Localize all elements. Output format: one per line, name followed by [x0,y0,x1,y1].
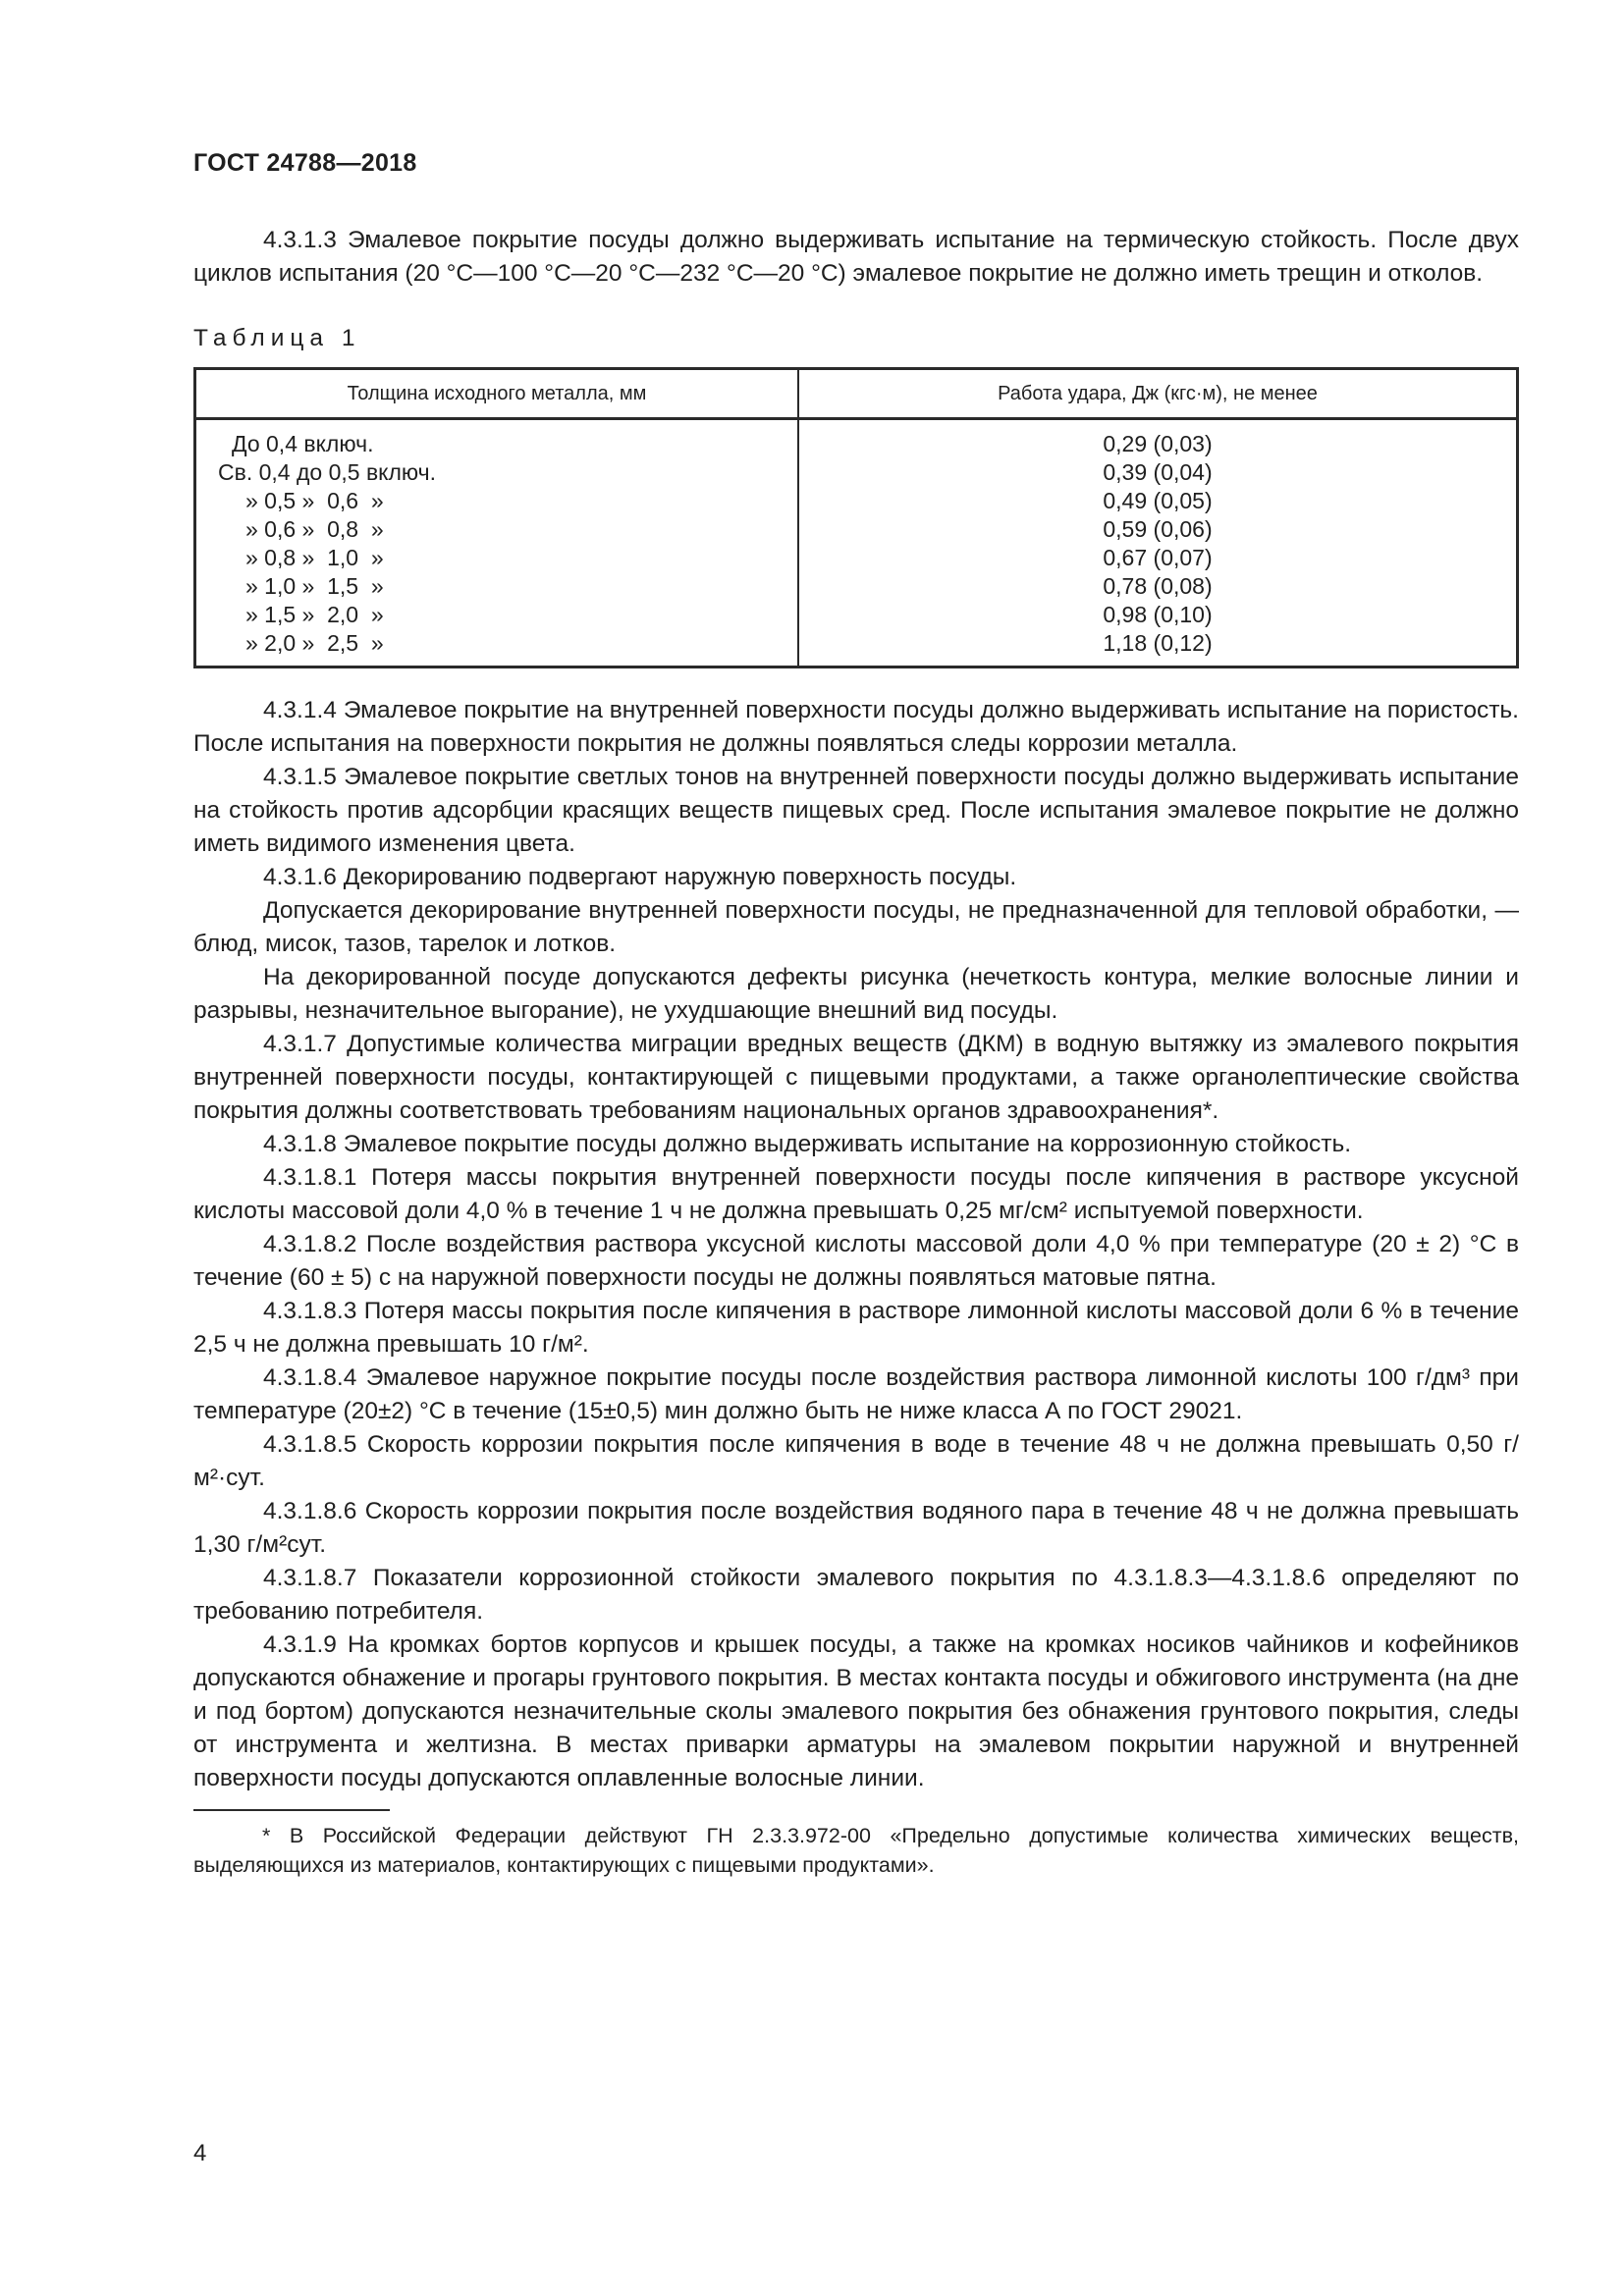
table-cell-impact-work: 0,49 (0,05) [1103,488,1213,513]
paragraph-4-3-1-3: 4.3.1.3 Эмалевое покрытие посуды должно выдерживать испытание на термическую стойкость. После двух циклов испытания (20 °С—100 °С—20 °С—232 °С—20 °С) эмалевое покрытие не должно иметь трещин и отколов. [193,227,1519,287]
paragraph-4-3-1-8-1: 4.3.1.8.1 Потеря массы покрытия внутренней поверхности посуды после кипячения в растворе уксусной кислоты массовой доли 4,0 % в течение 1 ч не должна превышать 0,25 мг/см² испытуемой поверхности. [193,1164,1519,1224]
table-cell-impact-work: 0,39 (0,04) [1103,459,1213,485]
impact-work-table [193,367,1519,668]
paragraph-4-3-1-8-4: 4.3.1.8.4 Эмалевое наружное покрытие посуды после воздействия раствора лимонной кислоты 100 г/дм³ при температуре (20±2) °С в течение (15±0,5) мин должно быть не ниже класса А по ГОСТ 29021. [193,1364,1519,1424]
paragraph-4-3-1-8-5: 4.3.1.8.5 Скорость коррозии покрытия после кипячения в воде в течение 48 ч не должна превышать 0,50 г/м²·сут. [193,1431,1519,1491]
table-cell-thickness: » 0,5 » 0,6 » [245,488,384,513]
table-cell-impact-work: 1,18 (0,12) [1103,630,1213,656]
table-body-row [195,419,1518,667]
table-cell-thickness: Св. 0,4 до 0,5 включ. [218,459,437,485]
table-header-row [195,369,1518,419]
footnote: * В Российской Федерации действуют ГН 2.3.3.972-00 «Предельно допустимые количества химических веществ, выделяющихся из материалов, контактирующих с пищевыми продуктами». [193,1824,1519,1877]
footnote-divider [193,1809,390,1811]
paragraph-4-3-1-8-6: 4.3.1.8.6 Скорость коррозии покрытия после воздействия водяного пара в течение 48 ч не должна превышать 1,30 г/м²сут. [193,1498,1519,1558]
table-cell-impact-work: 0,78 (0,08) [1103,573,1213,599]
paragraph-4-3-1-6: 4.3.1.6 Декорированию подвергают наружную поверхность посуды. [263,864,1017,890]
table-cell-impact-work: 0,98 (0,10) [1103,602,1213,627]
paragraph-4-3-1-7: 4.3.1.7 Допустимые количества миграции вредных веществ (ДКМ) в водную вытяжку из эмалевого покрытия внутренней поверхности посуды, контактирующей с пищевыми продуктами, а также органолептические свойства покрытия должны соответствовать требованиям национальных органов здравоохранения*. [193,1031,1519,1124]
table-header-thickness: Толщина исходного металла, мм [195,369,799,419]
body-paragraphs [193,694,1519,1795]
document-code-header: ГОСТ 24788—2018 [193,149,417,177]
paragraph-4-3-1-4: 4.3.1.4 Эмалевое покрытие на внутренней поверхности посуды должно выдерживать испытание на пористость. После испытания на поверхности покрытия не должны появляться следы коррозии металла. [193,697,1519,757]
paragraph-4-3-1-8-3: 4.3.1.8.3 Потеря массы покрытия после кипячения в растворе лимонной кислоты массовой доли 6 % в течение 2,5 ч не должна превышать 10 г/м². [193,1298,1519,1358]
table-cell-thickness: » 1,5 » 2,0 » [245,602,384,627]
table-cell-impact-work: 0,59 (0,06) [1103,516,1213,542]
table-cell-thickness: » 1,0 » 1,5 » [245,573,384,599]
table-header-impact-work: Работа удара, Дж (кгс·м), не менее [798,369,1518,419]
thickness-column [195,419,799,667]
paragraph-4-3-1-8: 4.3.1.8 Эмалевое покрытие посуды должно выдерживать испытание на коррозионную стойкость. [263,1131,1352,1157]
impact-work-column [798,419,1518,667]
paragraph-4-3-1-5: 4.3.1.5 Эмалевое покрытие светлых тонов на внутренней поверхности посуды должно выдерживать испытание на стойкость против адсорбции красящих веществ пищевых сред. После испытания эмалевое покрытие не должно иметь видимого изменения цвета. [193,764,1519,857]
table-cell-thickness: » 2,0 » 2,5 » [245,630,384,656]
table-cell-impact-work: 0,67 (0,07) [1103,545,1213,570]
paragraph-decoration-defects: На декорированной посуде допускаются дефекты рисунка (нечеткость контура, мелкие волосные линии и разрывы, незначительное выгорание), не ухудшающие внешний вид посуды. [193,964,1519,1024]
table-caption: Таблица 1 [193,325,361,351]
page-number: 4 [193,2140,207,2166]
table-cell-thickness: До 0,4 включ. [232,431,374,456]
table-cell-thickness: » 0,6 » 0,8 » [245,516,384,542]
paragraph-4-3-1-8-7: 4.3.1.8.7 Показатели коррозионной стойкости эмалевого покрытия по 4.3.1.8.3—4.3.1.8.6 определяют по требованию потребителя. [193,1565,1519,1625]
paragraph-4-3-1-8-2: 4.3.1.8.2 После воздействия раствора уксусной кислоты массовой доли 4,0 % при температуре (20 ± 2) °С в течение (60 ± 5) с на наружной поверхности посуды не должны появляться матовые пятна. [193,1231,1519,1291]
page-content [193,224,1519,1880]
table-cell-impact-work: 0,29 (0,03) [1103,431,1213,456]
paragraph-4-3-1-9: 4.3.1.9 На кромках бортов корпусов и крышек посуды, а также на кромках носиков чайников и кофейников допускаются обнажение и прогары грунтового покрытия. В местах контакта посуды и обжигового инструмента (на дне и под бортом) допускаются незначительные сколы эмалевого покрытия без обнажения грунтового покрытия, следы от инструмента и желтизна. В местах приварки арматуры на эмалевом покрытии наружной и внутренней поверхности посуды допускаются оплавленные волосные линии. [193,1631,1519,1791]
table-cell-thickness: » 0,8 » 1,0 » [245,545,384,570]
paragraph-decoration-allowed: Допускается декорирование внутренней поверхности посуды, не предназначенной для тепловой обработки, — блюд, мисок, тазов, тарелок и лотков. [193,897,1519,957]
